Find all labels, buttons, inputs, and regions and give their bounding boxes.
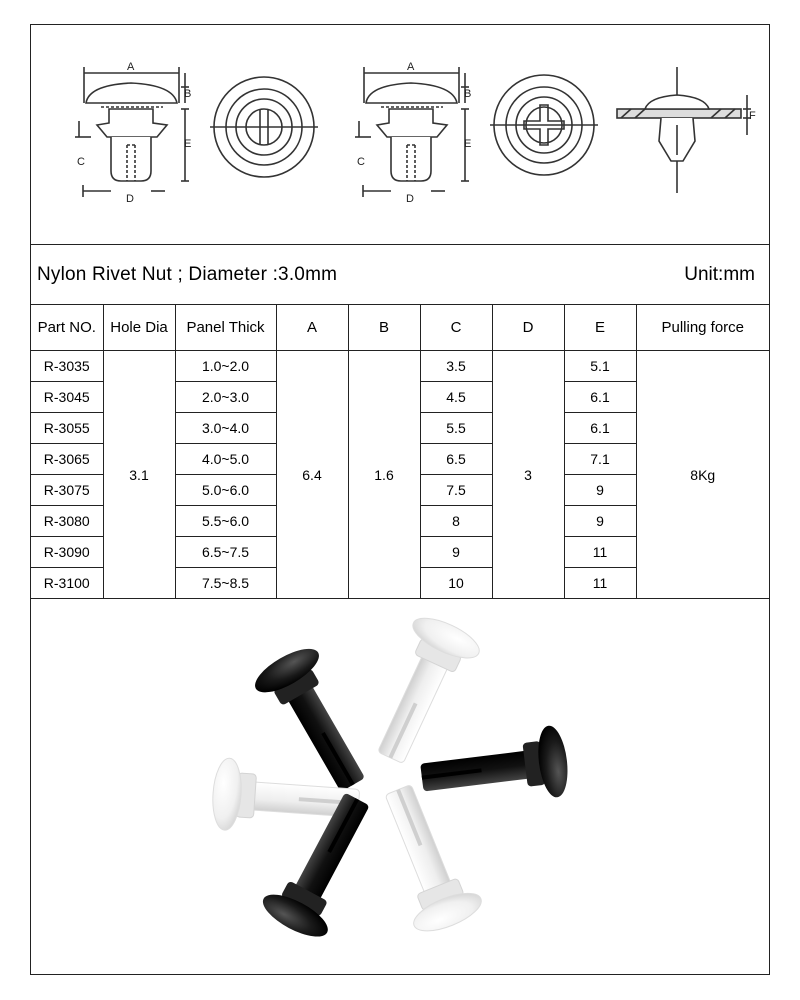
- panel-thick-cell: 6.5~7.5: [175, 537, 276, 568]
- column-header: D: [492, 304, 564, 351]
- panel-thick-cell: 7.5~8.5: [175, 568, 276, 599]
- dim-c-cell: 5.5: [420, 413, 492, 444]
- column-header: Part NO.: [31, 304, 103, 351]
- column-header: C: [420, 304, 492, 351]
- white-rivet-3: [365, 776, 486, 938]
- dim-d-cell: 3: [492, 351, 564, 599]
- dim-e-cell: 11: [564, 568, 636, 599]
- technical-drawings: [31, 25, 769, 245]
- rivet-diagrams: [31, 25, 769, 244]
- label-a-2: A: [407, 61, 415, 73]
- dim-e-cell: 6.1: [564, 413, 636, 444]
- part-number-cell: R-3065: [31, 444, 103, 475]
- column-header: A: [276, 304, 348, 351]
- dim-c-cell: 8: [420, 506, 492, 537]
- white-rivet-1: [358, 610, 485, 773]
- part-number-cell: R-3045: [31, 382, 103, 413]
- label-d-1: D: [126, 193, 134, 205]
- part-number-cell: R-3035: [31, 351, 103, 382]
- panel-thick-cell: 5.5~6.0: [175, 506, 276, 537]
- rivet-installed-view: [617, 67, 751, 193]
- dim-c-cell: 7.5: [420, 475, 492, 506]
- black-rivet-2: [418, 724, 572, 813]
- dim-c-cell: 10: [420, 568, 492, 599]
- label-b-1: B: [184, 88, 192, 100]
- rivet-side-view-2: [355, 67, 472, 197]
- part-number-cell: R-3075: [31, 475, 103, 506]
- part-number-cell: R-3055: [31, 413, 103, 444]
- label-c-2: C: [357, 156, 365, 168]
- part-number-cell: R-3100: [31, 568, 103, 599]
- dim-a-cell: 6.4: [276, 351, 348, 599]
- rivets-illustration: [31, 605, 769, 974]
- spec-table-container: [31, 304, 769, 599]
- label-d-2: D: [406, 193, 414, 205]
- panel-thick-cell: 2.0~3.0: [175, 382, 276, 413]
- label-f: F: [749, 110, 756, 122]
- column-header: Hole Dia: [103, 304, 175, 351]
- column-header: Pulling force: [636, 304, 769, 351]
- pulling-force-cell: 8Kg: [636, 351, 769, 599]
- dim-c-cell: 9: [420, 537, 492, 568]
- label-e-1: E: [184, 138, 192, 150]
- title-bar: [31, 244, 769, 305]
- page-title: Nylon Rivet Nut ; Diameter :3.0mm: [37, 264, 338, 285]
- rivet-top-view-2: [490, 75, 598, 175]
- panel-thick-cell: 3.0~4.0: [175, 413, 276, 444]
- label-e-2: E: [464, 138, 472, 150]
- part-number-cell: R-3090: [31, 537, 103, 568]
- part-number-cell: R-3080: [31, 506, 103, 537]
- dim-e-cell: 7.1: [564, 444, 636, 475]
- label-a-1: A: [127, 61, 135, 73]
- panel-thick-cell: 1.0~2.0: [175, 351, 276, 382]
- column-header: E: [564, 304, 636, 351]
- dim-c-cell: 4.5: [420, 382, 492, 413]
- label-b-2: B: [464, 88, 472, 100]
- dim-e-cell: 6.1: [564, 382, 636, 413]
- spec-table: [31, 304, 769, 599]
- black-rivet-1: [249, 640, 384, 802]
- unit-label: Unit:mm: [684, 264, 755, 285]
- dim-c-cell: 3.5: [420, 351, 492, 382]
- dim-e-cell: 9: [564, 475, 636, 506]
- dim-e-cell: 5.1: [564, 351, 636, 382]
- table-row: [31, 351, 769, 382]
- spec-sheet: [30, 24, 770, 975]
- panel-thick-cell: 5.0~6.0: [175, 475, 276, 506]
- label-c-1: C: [77, 156, 85, 168]
- dim-e-cell: 11: [564, 537, 636, 568]
- hole-dia-cell: 3.1: [103, 351, 175, 599]
- rivet-side-view-1: [75, 67, 192, 197]
- column-header: B: [348, 304, 420, 351]
- dim-c-cell: 6.5: [420, 444, 492, 475]
- column-header: Panel Thick: [175, 304, 276, 351]
- table-header-row: [31, 304, 769, 351]
- product-photo: [31, 605, 769, 974]
- rivet-top-view-1: [210, 77, 318, 177]
- dim-e-cell: 9: [564, 506, 636, 537]
- panel-thick-cell: 4.0~5.0: [175, 444, 276, 475]
- dim-b-cell: 1.6: [348, 351, 420, 599]
